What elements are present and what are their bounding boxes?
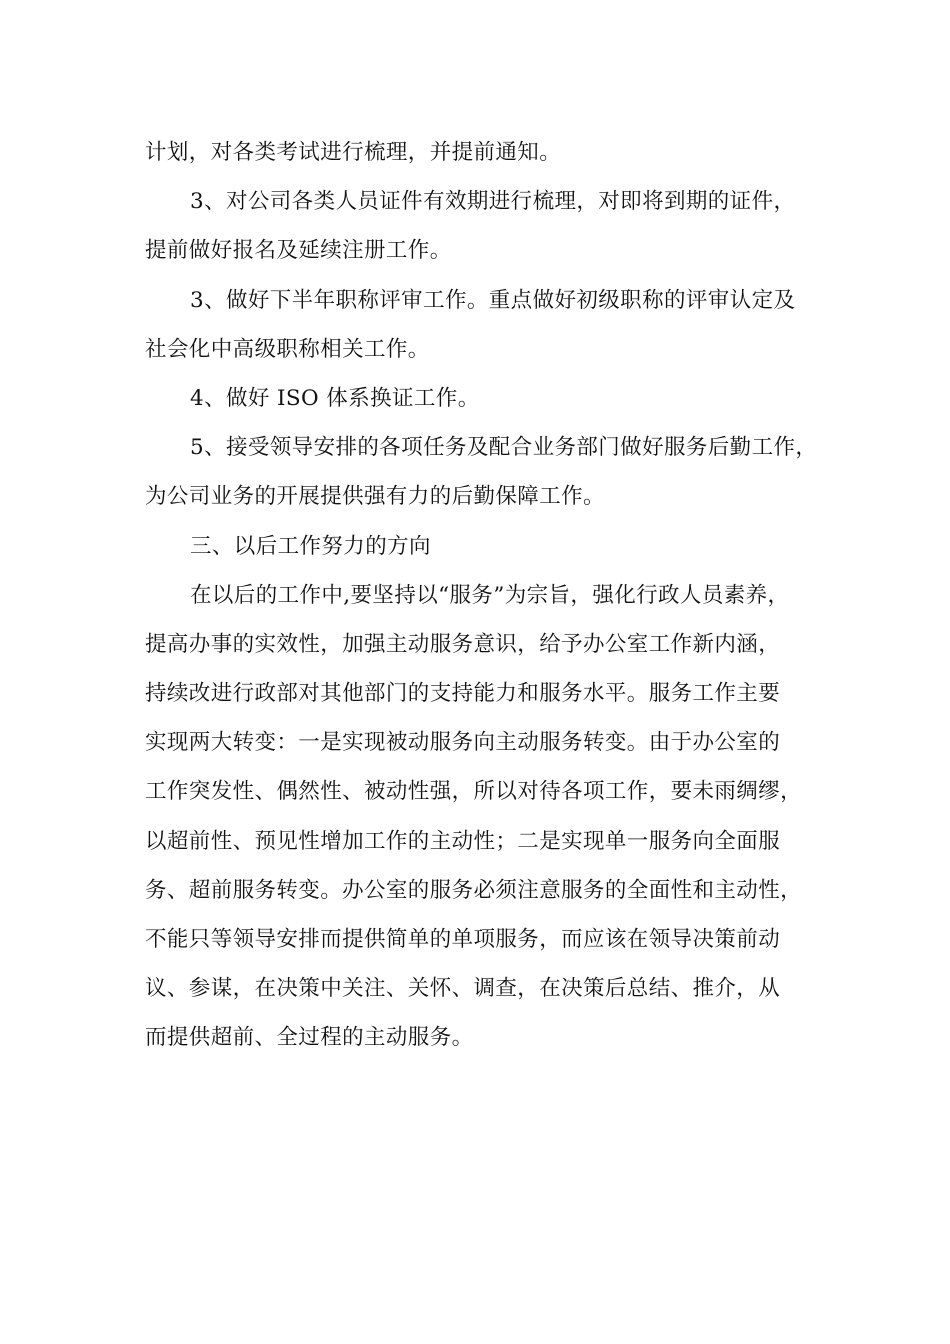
- text-line: 议、参谋，在决策中关注、关怀、调查，在决策后总结、推介，从: [145, 976, 781, 1002]
- text-line: 计划，对各类考试进行梳理，并提前通知。: [145, 140, 562, 165]
- text-line: 不能只等领导安排而提供简单的单项服务，而应该在领导决策前动: [145, 927, 781, 952]
- text-line-paragraph-start: 在以后的工作中,要坚持以“服务”为宗旨，强化行政人员素养，: [190, 582, 790, 608]
- text-line: 提高办事的实效性，加强主动服务意识，给予办公室工作新内涵，: [145, 631, 781, 657]
- text-line: 为公司业务的开展提供强有力的后勤保障工作。: [145, 484, 605, 510]
- text-line: 以超前性、预见性增加工作的主动性；二是实现单一服务向全面服: [145, 828, 781, 854]
- document-body: [145, 128, 825, 1063]
- text-line-item-4-iso: 4、做好 ISO 体系换证工作。: [190, 385, 480, 411]
- text-line-item-3-titles: 3、做好下半年职称评审工作。重点做好初级职称的评审认定及: [190, 287, 796, 313]
- text-line-item-3-certificates: 3、对公司各类人员证件有效期进行梳理，对即将到期的证件，: [190, 189, 796, 215]
- text-line: 工作突发性、偶然性、被动性强，所以对待各项工作，要未雨绸缪，: [145, 779, 803, 805]
- text-line: 社会化中高级职称相关工作。: [145, 336, 430, 362]
- text-line: 实现两大转变：一是实现被动服务向主动服务转变。由于办公室的: [145, 730, 781, 756]
- text-line: 务、超前服务转变。办公室的服务必须注意服务的全面性和主动性，: [145, 877, 803, 903]
- text-line: 持续改进行政部对其他部门的支持能力和服务水平。服务工作主要: [145, 681, 781, 707]
- text-line: 而提供超前、全过程的主动服务。: [145, 1025, 474, 1051]
- section-heading: 三、以后工作努力的方向: [190, 533, 431, 559]
- text-line-item-5-tasks: 5、接受领导安排的各项任务及配合业务部门做好服务后勤工作，: [190, 435, 818, 461]
- text-line: 提前做好报名及延续注册工作。: [145, 238, 452, 264]
